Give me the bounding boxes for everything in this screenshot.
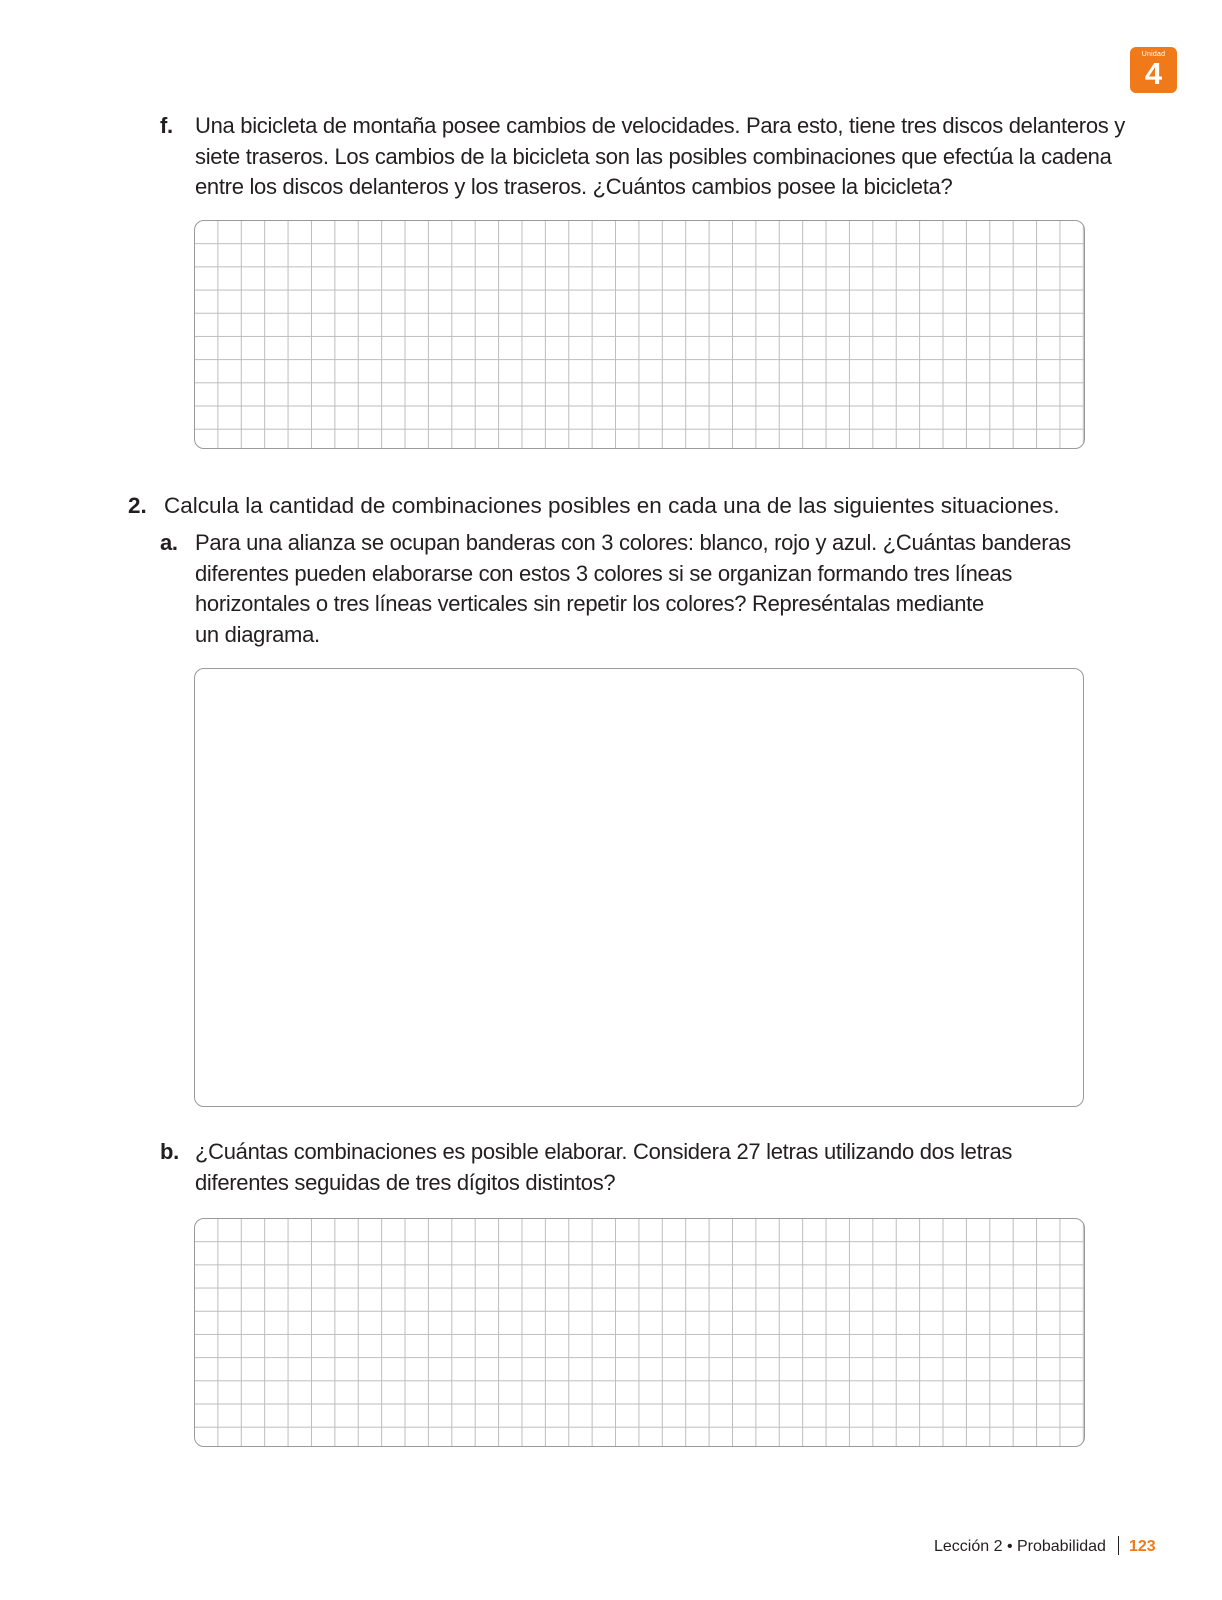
footer-divider <box>1118 1536 1119 1555</box>
item-f-letter: f. <box>160 113 173 138</box>
question-2-number: 2. <box>128 493 147 518</box>
item-b-line: diferentes seguidas de tres dígitos distintos? <box>195 1169 616 1195</box>
page-footer <box>934 1536 1156 1557</box>
unit-label: Unidad <box>1141 51 1166 58</box>
item-f-line: entre los discos delanteros y los traseros. ¿Cuántos cambios posee la bicicleta? <box>195 174 953 199</box>
item-f <box>160 111 1125 203</box>
item-a-letter: a. <box>160 530 178 555</box>
item-f-text <box>195 111 1125 203</box>
item-b-text <box>195 1137 1012 1198</box>
answer-grid-b[interactable] <box>194 1218 1085 1447</box>
item-a-line: un diagrama. <box>195 621 320 647</box>
item-f-line: Una bicicleta de montaña posee cambios de velocidades. Para esto, tiene tres discos delanteros y <box>195 113 1125 138</box>
item-a-line: Para una alianza se ocupan banderas con 3 colores: blanco, rojo y azul. ¿Cuántas banderas <box>195 530 1071 555</box>
footer-lesson: Lección 2 • Probabilidad <box>934 1538 1106 1555</box>
page-number: 123 <box>1128 1538 1156 1555</box>
item-b-line: ¿Cuántas combinaciones es posible elaborar. Considera 27 letras utilizando dos letras <box>195 1139 1013 1164</box>
question-2-text: Calcula la cantidad de combinaciones posibles en cada una de las siguientes situaciones. <box>164 493 1060 518</box>
item-b-letter: b. <box>160 1139 179 1164</box>
item-a-text <box>195 528 1071 650</box>
item-b <box>160 1137 1012 1198</box>
item-a <box>160 528 1071 650</box>
question-2 <box>128 491 1060 521</box>
unit-number: 4 <box>1144 56 1163 91</box>
unit-badge <box>1130 47 1177 93</box>
item-f-line: siete traseros. Los cambios de la bicicleta son las posibles combinaciones que efectúa la cadena <box>195 143 1112 169</box>
answer-grid-f[interactable] <box>194 220 1085 449</box>
item-a-line: horizontales o tres líneas verticales sin repetir los colores? Represéntalas mediante <box>195 591 984 616</box>
item-a-line: diferentes pueden elaborarse con estos 3 colores si se organizan formando tres líneas <box>195 560 1013 586</box>
answer-box-a[interactable] <box>194 668 1084 1107</box>
